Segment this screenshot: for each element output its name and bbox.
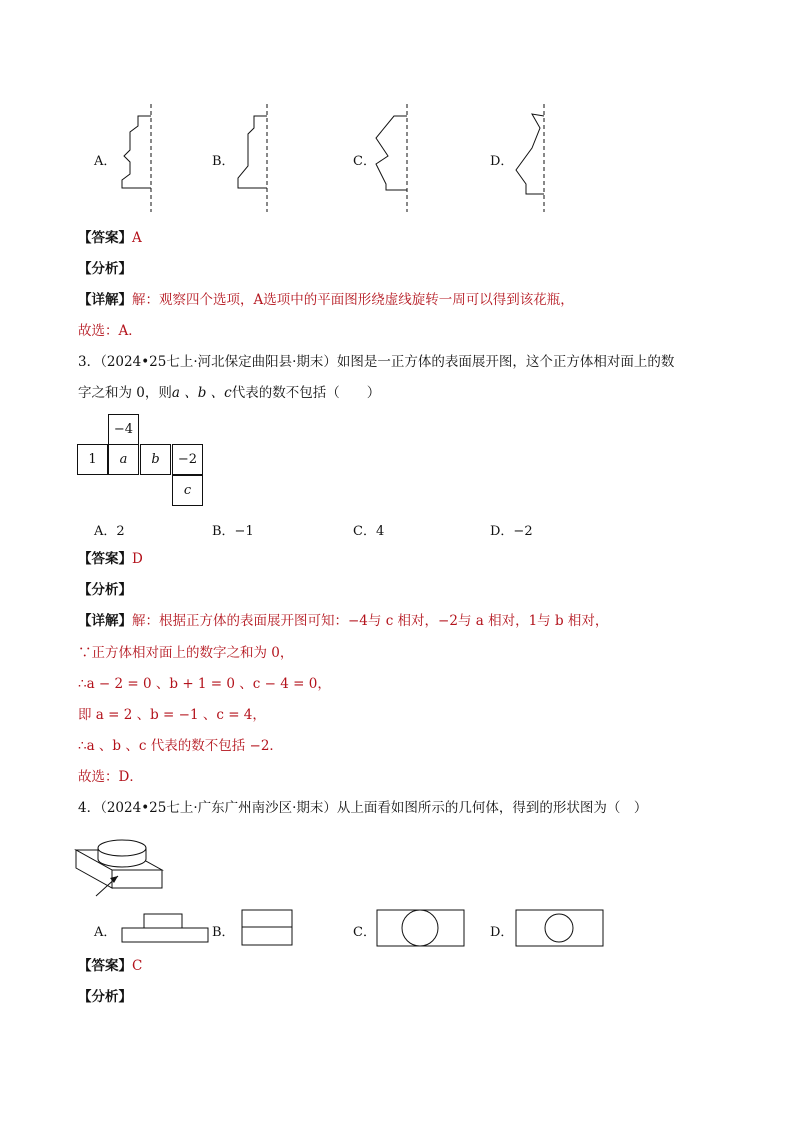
q4-option-b-label: B．	[212, 925, 235, 940]
q2-option-d-figure	[512, 104, 552, 214]
answer-tag: 【答案】	[78, 958, 132, 974]
q3-step1: ∵正方体相对面上的数字之和为 0，	[78, 645, 294, 661]
q3-conclusion: 故选：D．	[78, 769, 143, 785]
q4-option-a-figure	[122, 912, 212, 944]
q3-option-b: B．−1	[212, 524, 254, 539]
q3-option-d: D．−2	[490, 524, 533, 539]
answer-tag: 【答案】	[78, 551, 132, 567]
q2-detail	[78, 291, 574, 309]
q3-step4: ∴a 、b 、c 代表的数不包括 −2．	[78, 738, 283, 754]
q2-option-c-label: C．	[353, 154, 376, 169]
q3-analysis	[78, 581, 132, 599]
q4-option-b-figure	[242, 910, 294, 946]
analysis-tag: 【分析】	[78, 989, 132, 1005]
answer-tag: 【答案】	[78, 230, 132, 246]
net-cell-right: −2	[172, 444, 203, 475]
q4-option-d-label: D．	[490, 925, 514, 940]
q3-stem-vars: a 、b 、c	[171, 385, 232, 401]
q3-stem-part-a: 字之和为 0，则	[78, 385, 172, 401]
q4-option-c-figure	[377, 910, 467, 948]
detail-text: 解：观察四个选项，A选项中的平面图形绕虚线旋转一周可以得到该花瓶，	[132, 292, 574, 308]
analysis-tag: 【分析】	[78, 582, 132, 598]
q3-stem-line1: 3．（2024•25七上·河北保定曲阳县·期末）如图是一正方体的表面展开图，这个正方体相对面上的数	[78, 354, 675, 370]
detail-tag: 【详解】	[78, 292, 132, 308]
q2-option-b-figure	[232, 104, 272, 214]
q2-option-b-label: B．	[212, 154, 235, 169]
q2-option-a-figure	[118, 104, 158, 214]
q3-step3: 即 a = 2 、b = −1 、c = 4，	[78, 707, 266, 723]
q3-option-c: C．4	[353, 524, 385, 539]
q2-conclusion: 故选：A．	[78, 323, 142, 339]
q3-step2: ∴a − 2 = 0 、b + 1 = 0 、c − 4 = 0，	[78, 676, 331, 692]
q3-detail	[78, 612, 608, 630]
net-cell-top: −4	[108, 414, 139, 445]
q2-option-d-label: D．	[490, 154, 514, 169]
q3-stem-part-b: 代表的数不包括（ ）	[231, 385, 381, 401]
detail-text: 解：根据正方体的表面展开图可知：−4与 c 相对，−2与 a 相对，1与 b 相对，	[132, 613, 609, 629]
q2-option-a-label: A．	[94, 154, 117, 169]
analysis-tag: 【分析】	[78, 261, 132, 277]
q4-stem: 4．（2024•25七上·广东广州南沙区·期末）从上面看如图所示的几何体，得到的形状图为（ ）	[78, 800, 648, 816]
q4-solid-figure	[74, 828, 174, 904]
q4-answer	[78, 957, 142, 975]
detail-tag: 【详解】	[78, 613, 132, 629]
q2-option-c-figure	[372, 104, 412, 214]
q4-analysis	[78, 988, 132, 1006]
answer-value: C	[132, 958, 143, 974]
q3-stem-line2	[78, 384, 380, 402]
q2-analysis	[78, 260, 132, 278]
q4-option-d-figure	[516, 910, 606, 948]
q3-answer	[78, 550, 143, 568]
net-cell-a: a	[108, 444, 139, 475]
net-cell-bottom: c	[172, 475, 203, 506]
net-cell-b: b	[140, 444, 171, 475]
q2-answer	[78, 229, 142, 247]
answer-value: A	[132, 230, 142, 246]
answer-value: D	[132, 551, 143, 567]
q4-option-a-label: A．	[94, 925, 117, 940]
net-cell-left: 1	[77, 444, 108, 475]
q3-option-a: A．2	[94, 524, 125, 539]
q4-option-c-label: C．	[353, 925, 376, 940]
